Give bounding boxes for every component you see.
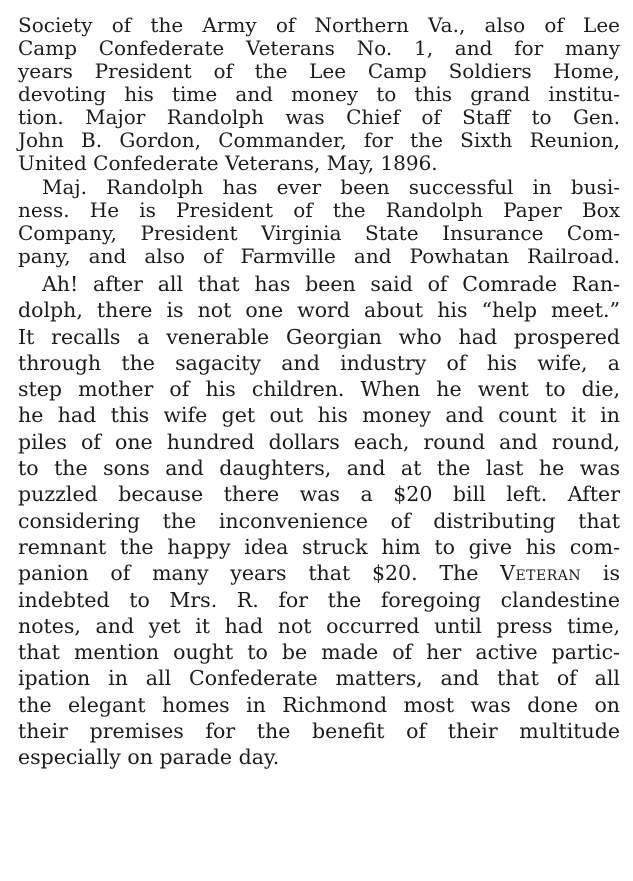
- text-line: ipation in all Confederate matters, and that of all: [18, 666, 620, 691]
- text-segment: is: [602, 561, 620, 586]
- text-line: John B. Gordon, Commander, for the Sixth Reunion,: [18, 128, 620, 152]
- text-line: Camp Confederate Veterans No. 1, and for many: [18, 36, 620, 60]
- text-line: the elegant homes in Richmond most was done on: [18, 692, 620, 717]
- text-line: through the sagacity and industry of his wife, a: [18, 350, 620, 375]
- text-line: notes, and yet it had not occurred until press time,: [18, 613, 620, 638]
- text-segment: panion of many years that $20. The: [18, 561, 479, 586]
- paragraph-2: [18, 176, 620, 268]
- text-line: ness. He is President of the Randolph Paper Box: [18, 198, 620, 222]
- text-line: remnant the happy idea struck him to give his com-: [18, 534, 620, 559]
- text-line: tion. Major Randolph was Chief of Staff to Gen.: [18, 105, 620, 129]
- text-line: It recalls a venerable Georgian who had prospered: [18, 324, 620, 349]
- text-line: indebted to Mrs. R. for the foregoing clandestine: [18, 587, 620, 612]
- text-line: Company, President Virginia State Insurance Com-: [18, 221, 620, 245]
- text-line-with-veteran: [18, 560, 620, 586]
- text-line: dolph, there is not one word about his “help meet.”: [18, 298, 620, 323]
- text-line: Maj. Randolph has ever been successful in busi-: [42, 175, 620, 199]
- text-line: Society of the Army of Northern Va., also of Lee: [18, 13, 620, 37]
- text-line: especially on parade day.: [18, 745, 280, 770]
- text-line: pany, and also of Farmville and Powhatan Railroad.: [18, 244, 620, 268]
- text-line: he had this wife get out his money and count it in: [18, 403, 620, 428]
- text-line: that mention ought to be made of her active partic-: [18, 640, 620, 665]
- text-line: puzzled because there was a $20 bill left. After: [18, 482, 620, 507]
- text-line: their premises for the benefit of their multitude: [18, 719, 620, 744]
- text-line: devoting his time and money to this grand institu-: [18, 82, 620, 106]
- text-line: Ah! after all that has been said of Comrade Ran-: [42, 272, 620, 296]
- text-line: to the sons and daughters, and at the last he was: [18, 456, 620, 481]
- text-line: United Confederate Veterans, May, 1896.: [18, 151, 438, 175]
- document-page: [18, 14, 620, 771]
- text-line: considering the inconvenience of distributing that: [18, 508, 620, 533]
- veteran-title: Veteran: [500, 561, 582, 586]
- paragraph-1: [18, 14, 620, 175]
- paragraph-3: [18, 271, 620, 771]
- text-line: years President of the Lee Camp Soldiers Home,: [18, 59, 620, 83]
- text-line: step mother of his children. When he went to die,: [18, 377, 620, 402]
- text-line: piles of one hundred dollars each, round and round,: [18, 429, 620, 454]
